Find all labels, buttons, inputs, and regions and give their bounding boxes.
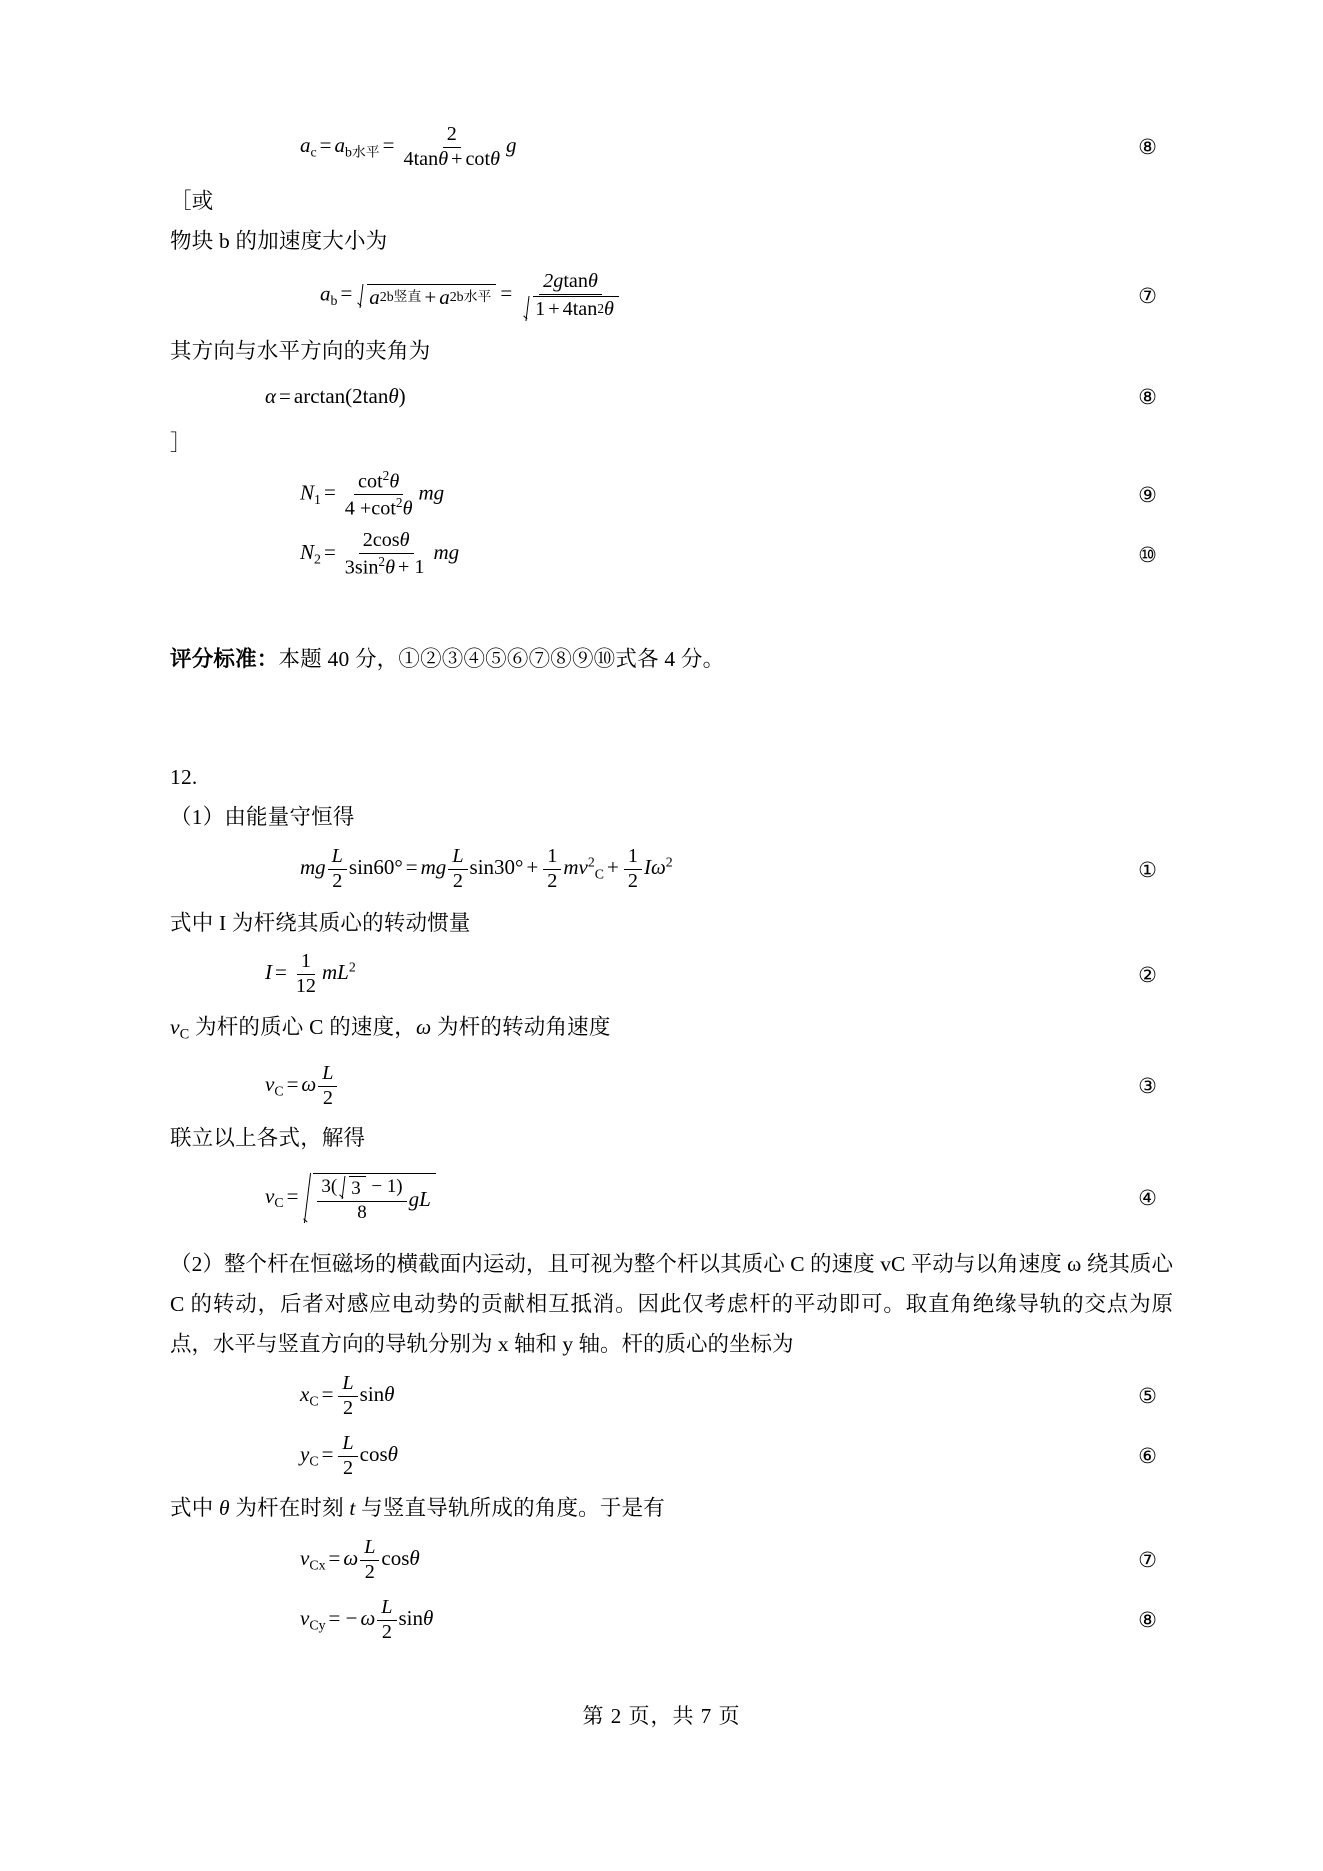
- theta-inline-symbol: θ: [213, 1496, 236, 1521]
- radicand: [533, 296, 619, 321]
- num-L: L: [338, 1433, 357, 1457]
- symbol-I: I: [265, 960, 272, 985]
- footer-page-number: 2: [610, 1704, 623, 1728]
- num-cos: cos: [372, 529, 400, 552]
- omega-sup: 2: [665, 854, 673, 870]
- equation-number: ⑦: [1138, 283, 1157, 308]
- arctan-open: arctan(2: [293, 384, 363, 409]
- equation-vc: [265, 1063, 339, 1110]
- cos-op: cos: [381, 1545, 410, 1570]
- rad-a1-sup: 2: [379, 289, 387, 305]
- equation-energy-conservation: [300, 846, 673, 893]
- part1-heading: （1）由能量守恒得: [170, 804, 355, 829]
- bracket-close-text: ］: [170, 430, 192, 455]
- gL-term: gL: [408, 1187, 431, 1212]
- den-plus: +: [451, 147, 463, 170]
- fraction-denominator: [400, 148, 505, 171]
- fraction-L-over-2: [360, 1537, 379, 1584]
- num-theta: θ: [587, 269, 598, 292]
- grading-standard-label: 评分标准：: [170, 646, 279, 671]
- bracket-or-text: ［或: [170, 188, 214, 213]
- symbol-N: N: [300, 540, 315, 565]
- symbol-alpha: α: [265, 384, 277, 409]
- rad-a2: a: [439, 284, 450, 309]
- num-L: L: [328, 846, 347, 870]
- fraction-denominator: [341, 495, 417, 520]
- den-theta: θ: [402, 497, 413, 520]
- num-L: L: [448, 846, 467, 870]
- plus-2: +: [607, 855, 619, 880]
- rad-a1-sub: b竖直: [386, 289, 422, 305]
- num-three-open: 3(: [321, 1176, 338, 1198]
- inertia-I: I: [643, 855, 651, 880]
- fraction-n1: [341, 469, 417, 520]
- equation-row-ac: [170, 124, 1173, 171]
- plus-1: +: [526, 855, 539, 880]
- symbol-mg: mg: [433, 540, 460, 565]
- rad-a1: a: [369, 284, 380, 309]
- equation-row-ab: [170, 265, 1173, 327]
- footer-suffix: 页: [718, 1704, 741, 1728]
- equation-row-xc: [170, 1368, 1173, 1424]
- num-1: 1: [624, 846, 642, 870]
- fraction-denominator: [341, 554, 432, 579]
- omega: ω: [360, 1605, 376, 1630]
- subscript-Cx: Cx: [309, 1557, 326, 1573]
- symbol-mg: mg: [418, 480, 445, 505]
- rad-a2-sub: b水平: [456, 289, 492, 305]
- theta: θ: [388, 384, 399, 409]
- symbol-y: y: [300, 1441, 310, 1466]
- num-1: 1: [297, 951, 315, 975]
- theta: θ: [384, 1381, 395, 1406]
- equation-row-vcy: [170, 1592, 1173, 1648]
- radicand-inner: 3: [349, 1176, 365, 1199]
- fraction-numerator: 2: [443, 124, 461, 148]
- equals-sign: =: [321, 1381, 334, 1406]
- equation-row-vcx: [170, 1532, 1173, 1588]
- rad-plus: +: [424, 284, 437, 309]
- where-I-is-text: 式中 I 为杆绕其质心的转动惯量: [170, 910, 471, 935]
- part2-paragraph: （2）整个杆在恒磁场的横截面内运动，且可视为整个杆以其质心 C 的速度 vC 平动与以角速度 ω 绕其质心 C 的转动，后者对感应电动势的贡献相互抵消。因此仅考虑杆的平动即可。取直角绝缘导轨的交点为原点，水平与竖直方向的导轨分别为 x 轴和 y 轴。杆的质心的坐标为: [170, 1252, 1173, 1357]
- den-theta1: θ: [438, 147, 449, 170]
- equation-yc: [300, 1433, 398, 1480]
- radical-ab: [356, 284, 496, 308]
- tan-op: tan: [362, 384, 389, 409]
- fraction-L-over-2: [377, 1597, 396, 1644]
- radical-sign-icon: [302, 1173, 314, 1223]
- den-plus: +: [548, 297, 560, 320]
- den-four: 4: [562, 297, 573, 320]
- den-tan: tan: [572, 297, 598, 320]
- equals-sign: =: [328, 1545, 341, 1570]
- fraction-ac: [400, 124, 505, 171]
- theta: θ: [409, 1545, 420, 1570]
- mass-m: m: [563, 855, 579, 880]
- radical-sign-icon: [338, 1176, 350, 1199]
- symbol-ab: a: [320, 281, 331, 306]
- den-2: 2: [381, 1620, 392, 1643]
- equals-sign: =: [286, 1071, 299, 1096]
- equation-row-vc: [170, 1058, 1173, 1114]
- subscript-C: C: [309, 1393, 319, 1409]
- equation-number: ①: [1138, 857, 1157, 882]
- equals-sign: =: [279, 384, 291, 409]
- equation-row-vc-solved: [170, 1162, 1173, 1234]
- footer-total-pages: 7: [700, 1704, 713, 1728]
- where-vc-omega-text: $v_C$ 为杆的质心 C 的速度，ω 为杆的转动角速度: [170, 1014, 611, 1043]
- fraction-numerator: [539, 271, 602, 295]
- equals-sign: =: [321, 1441, 334, 1466]
- symbol-N: N: [300, 480, 315, 505]
- omega: ω: [343, 1545, 359, 1570]
- num-L: L: [360, 1537, 379, 1561]
- equation-number: ⑧: [1138, 135, 1157, 160]
- fraction-numerator: [359, 530, 414, 554]
- equation-number: ⑥: [1138, 1444, 1157, 1469]
- problem-number: 12.: [170, 764, 198, 789]
- fraction-L-over-2-left: [328, 846, 347, 893]
- fraction-L-over-2-right: [448, 846, 467, 893]
- fraction-inside-radical: [317, 1176, 406, 1223]
- den-2: 2: [332, 870, 343, 893]
- rad-a2-sup: 2: [449, 289, 457, 305]
- fraction-one-half-1: [543, 846, 561, 893]
- theta: θ: [423, 1605, 434, 1630]
- equation-vcy: [300, 1597, 433, 1644]
- symbol-x: x: [300, 1381, 310, 1406]
- den-cot: cot: [371, 497, 396, 520]
- radicand: [367, 284, 496, 308]
- fraction-ab: [517, 271, 624, 321]
- fraction-L-over-2: [318, 1063, 337, 1110]
- den-plus-one: + 1: [397, 556, 425, 579]
- den-theta: θ: [385, 556, 395, 579]
- subscript-Cy: Cy: [309, 1617, 326, 1633]
- equation-row-yc: [170, 1428, 1173, 1484]
- minus-one-close: − 1): [366, 1176, 403, 1198]
- symbol-a2: a: [334, 133, 345, 158]
- den-cot: cot: [465, 147, 491, 170]
- where-theta-is-text: 式中 θ 为杆在时刻 t 与竖直导轨所成的角度。于是有: [170, 1496, 665, 1521]
- den-2: 2: [627, 870, 638, 893]
- sin-op: sin: [359, 1381, 385, 1406]
- equals-sign: =: [275, 960, 287, 985]
- den-four: 4 +: [344, 497, 372, 520]
- subscript-b: b: [330, 292, 338, 308]
- v-sup: 2: [587, 854, 595, 870]
- num-1: 1: [543, 846, 561, 870]
- equation-alpha: [265, 386, 406, 407]
- equation-number: ⑩: [1138, 542, 1157, 567]
- equation-vcx: [300, 1537, 420, 1584]
- num-cot: cot: [358, 470, 383, 493]
- symbol-v: v: [265, 1071, 275, 1096]
- fraction-n2: [341, 530, 432, 579]
- equation-ac: $a_c = a_{b水平}$ = $\frac{2}{4\tan\theta + \cot\theta}$ g: [300, 123, 517, 170]
- theta: θ: [387, 1441, 398, 1466]
- subscript-C: C: [309, 1453, 319, 1469]
- subscript-C: C: [274, 1195, 284, 1211]
- radical-denominator: [522, 296, 619, 321]
- equation-vc-solved: [265, 1173, 437, 1223]
- fraction-numerator: [354, 469, 403, 495]
- radical-outer: [302, 1173, 435, 1223]
- fraction-one-twelfth: [292, 951, 320, 998]
- v-sub: C: [594, 866, 605, 882]
- equation-number: ②: [1138, 962, 1157, 987]
- equation-ab: $a_b$ = a 2 b竖直 + a 2 b水平 = 2gtanθ 1 + 4 tan 2 θ: [320, 271, 626, 321]
- paren-close: ): [398, 384, 406, 409]
- equation-xc: [300, 1373, 394, 1420]
- subscript-c: c: [310, 144, 317, 160]
- fraction-numerator: [317, 1176, 406, 1201]
- den-12: 12: [295, 975, 316, 998]
- omega-inline-symbol: ω: [416, 1014, 432, 1039]
- equation-number: ④: [1138, 1186, 1157, 1211]
- page-footer: [0, 1700, 1323, 1730]
- equation-number: ⑨: [1138, 482, 1157, 507]
- equation-number: ⑧: [1138, 1608, 1157, 1633]
- vc-inline-sub: C: [179, 1026, 190, 1043]
- velocity-v: v: [578, 855, 588, 880]
- radical-inner: [338, 1176, 365, 1199]
- equation-number: ⑤: [1138, 1384, 1157, 1409]
- t-inline-symbol: t: [343, 1496, 362, 1521]
- equals-minus: = −: [328, 1605, 358, 1630]
- fraction-L-over-2: [338, 1373, 357, 1420]
- sin-60: sin60°: [348, 855, 403, 880]
- exponent-2: 2: [348, 959, 356, 975]
- den-2: 2: [342, 1456, 354, 1479]
- den-sup: 2: [597, 301, 604, 317]
- num-theta: θ: [389, 470, 400, 493]
- equation-row-n1: [170, 467, 1173, 523]
- equation-row-energy: [170, 841, 1173, 899]
- equation-number: ③: [1138, 1074, 1157, 1099]
- den-2: 2: [547, 870, 558, 893]
- radical-sign-icon: [356, 284, 368, 308]
- mg-left: mg: [300, 855, 326, 880]
- symbol-g: g: [506, 133, 517, 158]
- footer-prefix: 第: [582, 1704, 605, 1728]
- footer-middle: 页，共: [628, 1704, 695, 1728]
- sin-30: sin30°: [469, 855, 524, 880]
- symbol-v: v: [300, 1605, 310, 1630]
- num-L: L: [377, 1597, 396, 1621]
- den-theta2: θ: [490, 147, 501, 170]
- subscript-bhorizontal: b水平: [345, 144, 380, 160]
- symbol-v: v: [300, 1545, 310, 1570]
- den-2: 2: [342, 1396, 354, 1419]
- vc-inline-symbol: v: [170, 1014, 180, 1039]
- block-b-accel-text: 物块 b 的加速度大小为: [170, 228, 388, 253]
- equation-inertia: [265, 951, 356, 998]
- mg-right: mg: [420, 855, 447, 880]
- equals-sign: =: [286, 1183, 299, 1208]
- num-two: 2: [362, 529, 373, 552]
- cos-op: cos: [359, 1441, 388, 1466]
- equation-n1: $N_1$ = $\frac{\cot^2\theta}{4 +\cot^2\theta}$ mg: [300, 467, 445, 520]
- den-2: 2: [364, 1560, 375, 1583]
- fraction-L-over-2: [338, 1433, 357, 1480]
- equation-row-n2: [170, 527, 1173, 583]
- combine-solve-text: 联立以上各式，解得: [170, 1126, 366, 1151]
- symbol-v: v: [265, 1183, 275, 1208]
- den-2: 2: [452, 870, 463, 893]
- den-one: 1: [535, 297, 546, 320]
- grading-standard-line: [170, 639, 1173, 679]
- den-sin: sin: [354, 556, 379, 579]
- radicand: [313, 1173, 435, 1223]
- mL-term: mL: [322, 960, 349, 985]
- den-sup: 2: [395, 495, 403, 511]
- den-three: 3: [344, 556, 355, 579]
- num-tan: tan: [563, 269, 588, 292]
- num-L: L: [318, 1063, 337, 1087]
- fraction-denominator: [517, 295, 624, 321]
- num-theta: θ: [399, 529, 410, 552]
- subscript-2: 2: [314, 551, 321, 567]
- den-coefficient: 4: [403, 147, 414, 170]
- equation-row-alpha: [170, 375, 1173, 419]
- den-2: 2: [322, 1086, 333, 1109]
- radical-sign-icon: [522, 296, 534, 321]
- equation-number: ⑧: [1138, 384, 1157, 409]
- subscript-C: C: [274, 1083, 284, 1099]
- equals-sign: =: [405, 855, 418, 880]
- grading-standard-body: 本题 40 分，①②③④⑤⑥⑦⑧⑨⑩式各 4 分。: [278, 646, 725, 671]
- symbol-a: a: [300, 133, 311, 158]
- den-theta: θ: [603, 297, 614, 320]
- subscript-1: 1: [314, 491, 321, 507]
- fraction-one-half-2: [624, 846, 642, 893]
- den-8: 8: [357, 1201, 367, 1223]
- angle-with-horizontal-text: 其方向与水平方向的夹角为: [170, 338, 431, 363]
- omega: ω: [650, 855, 666, 880]
- equation-row-inertia: [170, 947, 1173, 1003]
- sin-op: sin: [398, 1605, 424, 1630]
- den-tan: tan: [413, 147, 439, 170]
- num-sup: 2: [382, 467, 390, 483]
- den-sup: 2: [378, 553, 386, 569]
- omega: ω: [301, 1071, 317, 1096]
- equation-number: ⑦: [1138, 1548, 1157, 1573]
- num-L: L: [338, 1373, 357, 1397]
- equation-n2: $N_2$ = $\frac{2\cos\theta}{3\sin^2\theta + 1}$ mg: [300, 529, 460, 579]
- num-2g: 2g: [543, 269, 564, 292]
